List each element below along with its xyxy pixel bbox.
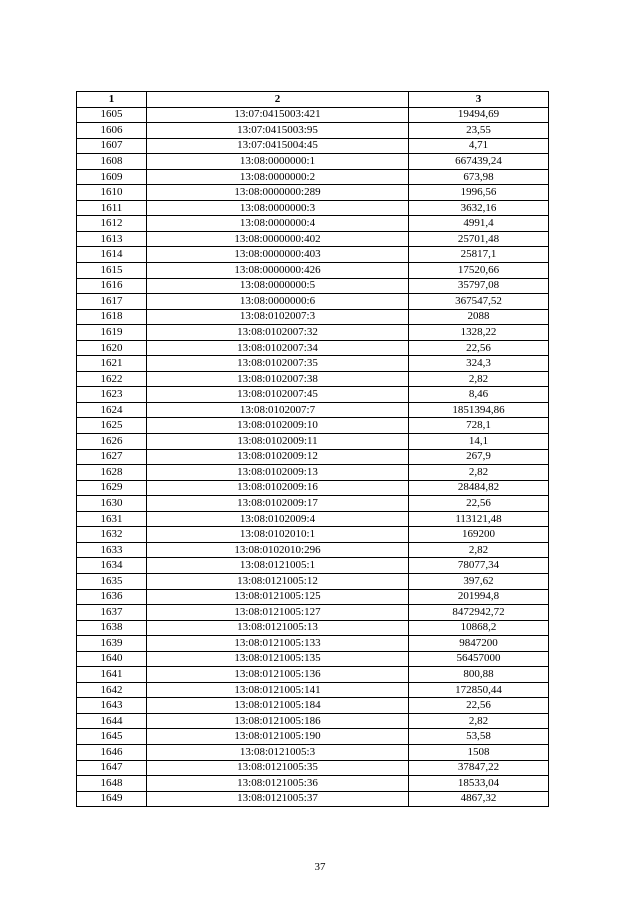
cadastral-number-cell: 13:08:0000000:3	[147, 200, 409, 216]
table-row	[77, 667, 549, 683]
row-number-cell: 1629	[77, 480, 147, 496]
row-number-cell: 1636	[77, 589, 147, 605]
value-cell: 673,98	[409, 169, 549, 185]
table-row	[77, 589, 549, 605]
table-row	[77, 340, 549, 356]
column-header-1: 1	[77, 92, 147, 108]
cadastral-number-cell: 13:08:0000000:6	[147, 294, 409, 310]
table-row	[77, 200, 549, 216]
value-cell: 22,56	[409, 698, 549, 714]
row-number-cell: 1618	[77, 309, 147, 325]
value-cell: 3632,16	[409, 200, 549, 216]
cadastral-number-cell: 13:08:0102010:296	[147, 542, 409, 558]
table-row	[77, 573, 549, 589]
value-cell: 4,71	[409, 138, 549, 154]
row-number-cell: 1645	[77, 729, 147, 745]
cadastral-number-cell: 13:08:0121005:36	[147, 776, 409, 792]
column-header-3: 3	[409, 92, 549, 108]
row-number-cell: 1625	[77, 418, 147, 434]
row-number-cell: 1648	[77, 776, 147, 792]
row-number-cell: 1649	[77, 791, 147, 807]
value-cell: 2088	[409, 309, 549, 325]
cadastral-number-cell: 13:08:0102007:35	[147, 356, 409, 372]
value-cell: 56457000	[409, 651, 549, 667]
table-row	[77, 744, 549, 760]
value-cell: 10868,2	[409, 620, 549, 636]
value-cell: 267,9	[409, 449, 549, 465]
table-row	[77, 496, 549, 512]
row-number-cell: 1644	[77, 713, 147, 729]
cadastral-number-cell: 13:08:0102009:10	[147, 418, 409, 434]
cadastral-number-cell: 13:08:0121005:135	[147, 651, 409, 667]
table-row	[77, 169, 549, 185]
cadastral-number-cell: 13:08:0102009:13	[147, 465, 409, 481]
table-row	[77, 434, 549, 450]
row-number-cell: 1641	[77, 667, 147, 683]
value-cell: 367547,52	[409, 294, 549, 310]
row-number-cell: 1628	[77, 465, 147, 481]
value-cell: 78077,34	[409, 558, 549, 574]
value-cell: 17520,66	[409, 263, 549, 279]
row-number-cell: 1611	[77, 200, 147, 216]
value-cell: 25817,1	[409, 247, 549, 263]
value-cell: 2,82	[409, 465, 549, 481]
value-cell: 4991,4	[409, 216, 549, 232]
cadastral-number-cell: 13:08:0102007:34	[147, 340, 409, 356]
table-row	[77, 231, 549, 247]
table-row	[77, 729, 549, 745]
table-row	[77, 356, 549, 372]
table-row	[77, 558, 549, 574]
row-number-cell: 1624	[77, 402, 147, 418]
value-cell: 25701,48	[409, 231, 549, 247]
table-row	[77, 309, 549, 325]
table-header-row	[77, 92, 549, 108]
cadastral-number-cell: 13:08:0000000:5	[147, 278, 409, 294]
row-number-cell: 1615	[77, 263, 147, 279]
value-cell: 1328,22	[409, 325, 549, 341]
row-number-cell: 1620	[77, 340, 147, 356]
value-cell: 14,1	[409, 434, 549, 450]
table-row	[77, 418, 549, 434]
table-row	[77, 542, 549, 558]
table-row	[77, 278, 549, 294]
cadastral-number-cell: 13:08:0102007:38	[147, 371, 409, 387]
cadastral-number-cell: 13:08:0102007:3	[147, 309, 409, 325]
row-number-cell: 1616	[77, 278, 147, 294]
cadastral-number-cell: 13:08:0121005:184	[147, 698, 409, 714]
cadastral-number-cell: 13:08:0102010:1	[147, 527, 409, 543]
cadastral-number-cell: 13:08:0121005:133	[147, 636, 409, 652]
cadastral-number-cell: 13:08:0121005:125	[147, 589, 409, 605]
row-number-cell: 1642	[77, 682, 147, 698]
value-cell: 1851394,86	[409, 402, 549, 418]
row-number-cell: 1617	[77, 294, 147, 310]
row-number-cell: 1622	[77, 371, 147, 387]
row-number-cell: 1638	[77, 620, 147, 636]
table-row	[77, 682, 549, 698]
value-cell: 728,1	[409, 418, 549, 434]
value-cell: 22,56	[409, 496, 549, 512]
table-row	[77, 511, 549, 527]
cadastral-number-cell: 13:08:0000000:402	[147, 231, 409, 247]
table-row	[77, 185, 549, 201]
cadastral-number-cell: 13:08:0000000:4	[147, 216, 409, 232]
table-row	[77, 713, 549, 729]
value-cell: 201994,8	[409, 589, 549, 605]
cadastral-number-cell: 13:08:0102009:11	[147, 434, 409, 450]
value-cell: 800,88	[409, 667, 549, 683]
row-number-cell: 1632	[77, 527, 147, 543]
row-number-cell: 1627	[77, 449, 147, 465]
table-row	[77, 776, 549, 792]
row-number-cell: 1640	[77, 651, 147, 667]
page-number: 37	[314, 861, 326, 873]
value-cell: 1508	[409, 744, 549, 760]
cadastral-number-cell: 13:07:0415004:45	[147, 138, 409, 154]
cadastral-number-cell: 13:07:0415003:95	[147, 123, 409, 139]
table-row	[77, 527, 549, 543]
row-number-cell: 1647	[77, 760, 147, 776]
row-number-cell: 1643	[77, 698, 147, 714]
row-number-cell: 1608	[77, 154, 147, 170]
cadastral-number-cell: 13:08:0102009:16	[147, 480, 409, 496]
value-cell: 2,82	[409, 542, 549, 558]
table-row	[77, 651, 549, 667]
table-row	[77, 154, 549, 170]
cadastral-number-cell: 13:08:0000000:289	[147, 185, 409, 201]
row-number-cell: 1635	[77, 573, 147, 589]
cadastral-number-cell: 13:08:0102009:17	[147, 496, 409, 512]
row-number-cell: 1613	[77, 231, 147, 247]
value-cell: 37847,22	[409, 760, 549, 776]
row-number-cell: 1634	[77, 558, 147, 574]
table-row	[77, 107, 549, 123]
table-row	[77, 620, 549, 636]
table-row	[77, 325, 549, 341]
table-row	[77, 402, 549, 418]
cadastral-number-cell: 13:08:0121005:37	[147, 791, 409, 807]
row-number-cell: 1637	[77, 605, 147, 621]
table-row	[77, 263, 549, 279]
value-cell: 53,58	[409, 729, 549, 745]
table-body	[77, 107, 549, 807]
value-cell: 18533,04	[409, 776, 549, 792]
row-number-cell: 1607	[77, 138, 147, 154]
value-cell: 9847200	[409, 636, 549, 652]
cadastral-number-cell: 13:08:0121005:1	[147, 558, 409, 574]
table-row	[77, 371, 549, 387]
row-number-cell: 1639	[77, 636, 147, 652]
row-number-cell: 1633	[77, 542, 147, 558]
cadastral-number-cell: 13:08:0121005:35	[147, 760, 409, 776]
value-cell: 324,3	[409, 356, 549, 372]
value-cell: 2,82	[409, 713, 549, 729]
cadastral-number-cell: 13:08:0121005:136	[147, 667, 409, 683]
table-row	[77, 123, 549, 139]
row-number-cell: 1630	[77, 496, 147, 512]
cadastral-number-cell: 13:08:0121005:12	[147, 573, 409, 589]
cadastral-number-cell: 13:07:0415003:421	[147, 107, 409, 123]
cadastral-number-cell: 13:08:0121005:141	[147, 682, 409, 698]
table-row	[77, 294, 549, 310]
table-row	[77, 449, 549, 465]
cadastral-number-cell: 13:08:0102009:4	[147, 511, 409, 527]
cadastral-number-cell: 13:08:0000000:1	[147, 154, 409, 170]
row-number-cell: 1612	[77, 216, 147, 232]
row-number-cell: 1626	[77, 434, 147, 450]
table-row	[77, 636, 549, 652]
cadastral-number-cell: 13:08:0000000:426	[147, 263, 409, 279]
column-header-2: 2	[147, 92, 409, 108]
row-number-cell: 1631	[77, 511, 147, 527]
row-number-cell: 1609	[77, 169, 147, 185]
row-number-cell: 1605	[77, 107, 147, 123]
cadastral-number-cell: 13:08:0121005:3	[147, 744, 409, 760]
table-row	[77, 465, 549, 481]
data-table	[76, 91, 549, 807]
value-cell: 397,62	[409, 573, 549, 589]
value-cell: 113121,48	[409, 511, 549, 527]
row-number-cell: 1646	[77, 744, 147, 760]
row-number-cell: 1621	[77, 356, 147, 372]
row-number-cell: 1623	[77, 387, 147, 403]
cadastral-number-cell: 13:08:0121005:186	[147, 713, 409, 729]
cadastral-number-cell: 13:08:0121005:127	[147, 605, 409, 621]
row-number-cell: 1619	[77, 325, 147, 341]
table-row	[77, 760, 549, 776]
row-number-cell: 1614	[77, 247, 147, 263]
table-row	[77, 138, 549, 154]
row-number-cell: 1606	[77, 123, 147, 139]
cadastral-number-cell: 13:08:0102007:7	[147, 402, 409, 418]
cadastral-number-cell: 13:08:0102009:12	[147, 449, 409, 465]
value-cell: 23,55	[409, 123, 549, 139]
table-row	[77, 480, 549, 496]
cadastral-number-cell: 13:08:0000000:2	[147, 169, 409, 185]
cadastral-number-cell: 13:08:0121005:190	[147, 729, 409, 745]
table-row	[77, 605, 549, 621]
value-cell: 1996,56	[409, 185, 549, 201]
table-row	[77, 387, 549, 403]
table-row	[77, 698, 549, 714]
row-number-cell: 1610	[77, 185, 147, 201]
cadastral-number-cell: 13:08:0000000:403	[147, 247, 409, 263]
value-cell: 667439,24	[409, 154, 549, 170]
table-row	[77, 216, 549, 232]
cadastral-number-cell: 13:08:0121005:13	[147, 620, 409, 636]
table-row	[77, 247, 549, 263]
value-cell: 28484,82	[409, 480, 549, 496]
table-row	[77, 791, 549, 807]
value-cell: 35797,08	[409, 278, 549, 294]
value-cell: 22,56	[409, 340, 549, 356]
value-cell: 172850,44	[409, 682, 549, 698]
value-cell: 169200	[409, 527, 549, 543]
cadastral-number-cell: 13:08:0102007:32	[147, 325, 409, 341]
value-cell: 4867,32	[409, 791, 549, 807]
value-cell: 8,46	[409, 387, 549, 403]
value-cell: 8472942,72	[409, 605, 549, 621]
value-cell: 19494,69	[409, 107, 549, 123]
cadastral-number-cell: 13:08:0102007:45	[147, 387, 409, 403]
value-cell: 2,82	[409, 371, 549, 387]
